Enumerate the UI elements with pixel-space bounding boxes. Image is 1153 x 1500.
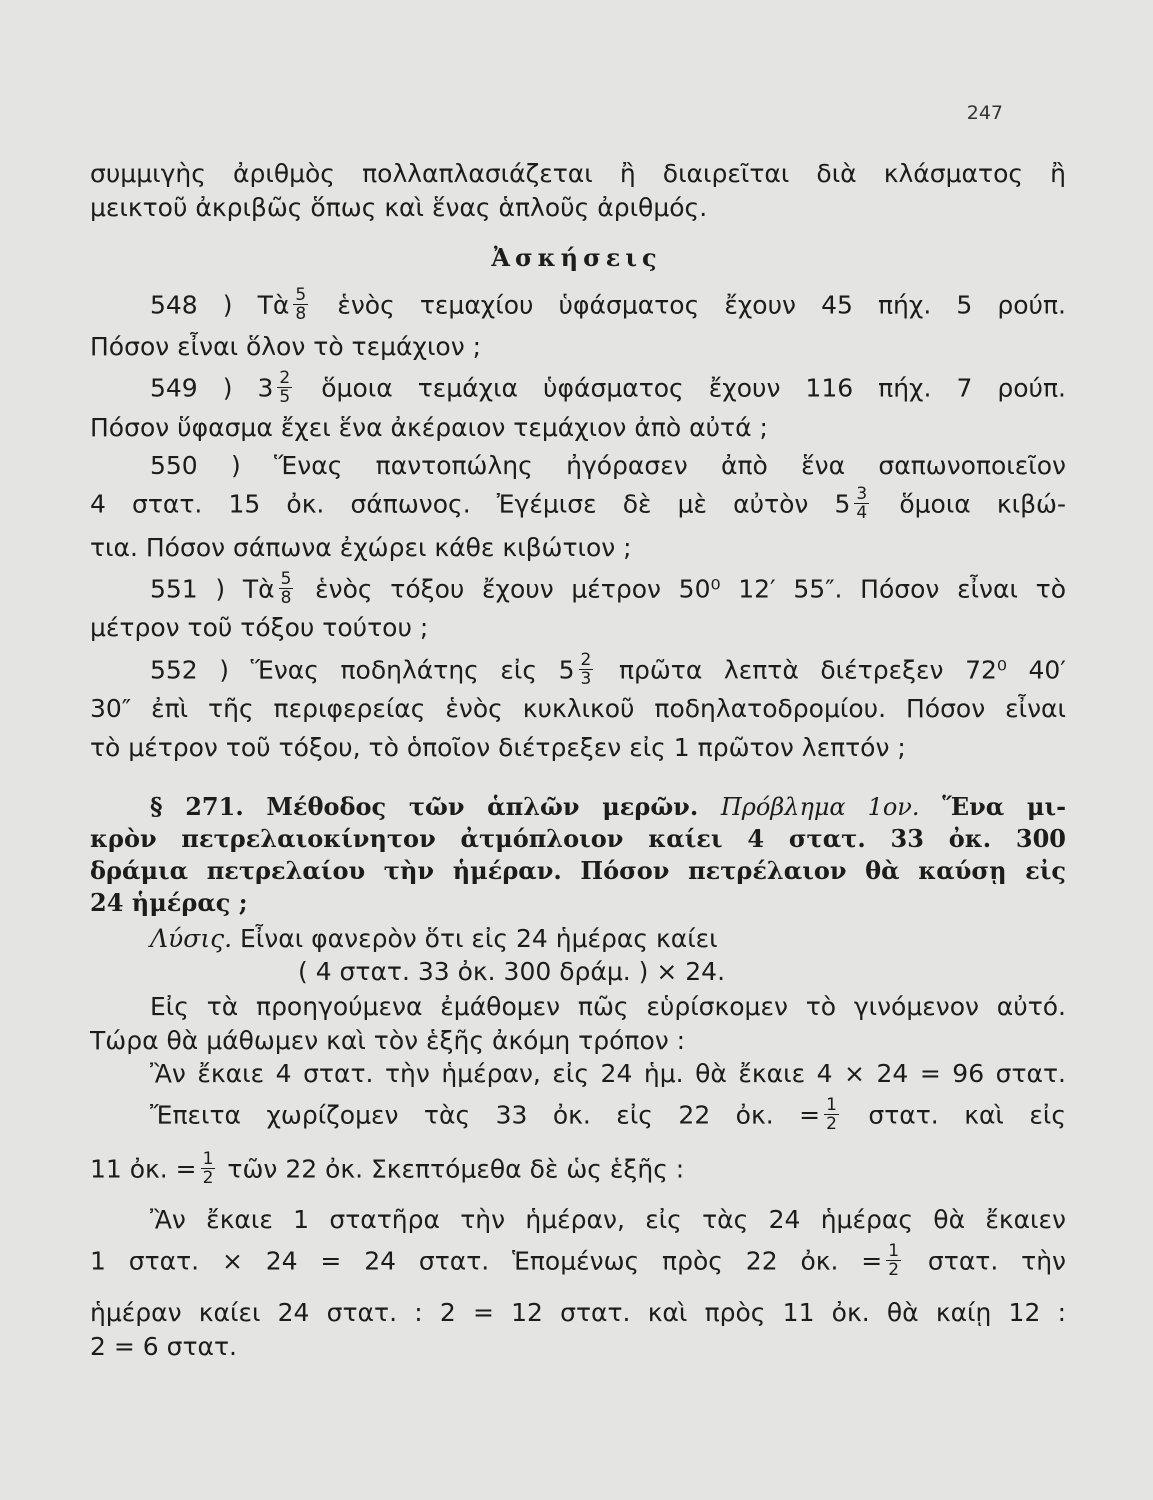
fraction-numerator: 1 xyxy=(888,1241,900,1261)
fraction-5-8 xyxy=(279,570,294,607)
fraction-numerator: 1 xyxy=(202,1149,214,1169)
solution-line-5: Ἂν ἔκαιε 4 στατ. τὴν ἡμέραν, εἰς 24 ἡμ. θὰ ἔκαιε 4 × 24 = 96 στατ. xyxy=(150,1059,1066,1088)
solution-text: Εἶναι φανερὸν ὅτι εἰς 24 ἡμέρας καίει xyxy=(240,924,718,953)
problem-line-3: δράμια πετρελαίου τὴν ἡμέραν. Πόσον πετρέλαιον θὰ καύσῃ εἰς xyxy=(90,856,1066,885)
exercise-550-line-2 xyxy=(90,484,1066,524)
fraction-1-2 xyxy=(201,1150,216,1187)
exercise-550-prefix: 4 στατ. 15 ὀκ. σάπωνος. Ἐγέμισε δὲ μὲ αὐτὸν 5 xyxy=(90,489,851,519)
fraction-1-2 xyxy=(824,1096,839,1133)
solution-line-9-prefix: 1 στατ. × 24 = 24 στατ. Ἑπομένως πρὸς 22 ὀκ. = xyxy=(90,1246,883,1276)
page-number: 247 xyxy=(966,102,1003,124)
solution-label: Λύσις. xyxy=(150,924,233,953)
fraction-numerator: 3 xyxy=(856,484,868,504)
fraction-5-8 xyxy=(293,286,308,323)
solution-line-2: ( 4 στατ. 33 ὀκ. 300 δράμ. ) × 24. xyxy=(298,957,726,986)
fraction-numerator: 5 xyxy=(280,569,292,589)
fraction-3-4 xyxy=(854,485,869,522)
exercise-548-line-2: Πόσον εἶναι ὅλον τὸ τεμάχιον ; xyxy=(90,332,482,361)
exercise-552-line-2: 30″ ἐπὶ τῆς περιφερείας ἑνὸς κυκλικοῦ ποδηλατοδρομίου. Πόσον εἶναι xyxy=(90,694,1066,723)
fraction-numerator: 2 xyxy=(580,650,592,670)
exercise-552-line-1 xyxy=(150,650,1066,690)
solution-line-4: Τώρα θὰ μάθωμεν καὶ τὸν ἑξῆς ἀκόμη τρόπον : xyxy=(90,1026,686,1055)
intro-line-2: μεικτοῦ ἀκριβῶς ὅπως καὶ ἕνας ἁπλοῦς ἀριθμός. xyxy=(90,193,708,222)
fraction-2-5 xyxy=(277,369,292,406)
solution-line-10: ἡμέραν καίει 24 στατ. : 2 = 12 στατ. καὶ πρὸς 11 ὀκ. θὰ καίῃ 12 : xyxy=(90,1298,1066,1327)
solution-line-8: Ἂν ἔκαιε 1 στατῆρα τὴν ἡμέραν, εἰς τὰς 24 ἡμέρας θὰ ἔκαιεν xyxy=(150,1205,1066,1234)
fraction-denominator: 3 xyxy=(580,669,592,689)
fraction-denominator: 2 xyxy=(826,1114,837,1134)
exercise-552-prefix: 552 ) Ἕνας ποδηλάτης εἰς 5 xyxy=(150,655,575,685)
fraction-denominator: 8 xyxy=(280,588,292,608)
fraction-numerator: 2 xyxy=(279,368,291,388)
problem-line-2: κρὸν πετρελαιοκίνητον ἀτμόπλοιον καίει 4 στατ. 33 ὀκ. 300 xyxy=(90,824,1066,853)
exercise-551-prefix: 551 ) Τὰ xyxy=(150,574,275,604)
exercise-550-line-1: 550 ) Ἕνας παντοπώλης ἠγόρασεν ἀπὸ ἕνα σαπωνοποιεῖον xyxy=(150,451,1066,480)
exercise-549-prefix: 549 ) 3 xyxy=(150,373,274,403)
section-title: § 271. Μέθοδος τῶν ἁπλῶν μερῶν. xyxy=(150,792,699,821)
fraction-denominator: 5 xyxy=(279,387,291,407)
exercise-550-line-3: τια. Πόσον σάπωνα ἐχώρει κάθε κιβώτιον ; xyxy=(90,533,632,562)
exercise-549-line-1 xyxy=(150,368,1066,408)
exercise-548-prefix: 548 ) Τὰ xyxy=(150,290,290,320)
fraction-denominator: 8 xyxy=(295,304,307,324)
fraction-2-3 xyxy=(579,651,594,688)
problem-text-start: Ἕνα μι- xyxy=(942,792,1067,821)
exercise-548-text: ἑνὸς τεμαχίου ὑφάσματος ἔχουν 45 πήχ. 5 ρούπ. xyxy=(337,290,1066,320)
solution-line-6-suffix: στατ. καὶ εἰς xyxy=(868,1100,1066,1130)
exercise-551-line-1 xyxy=(150,569,1066,609)
solution-line-7-prefix: 11 ὀκ. = xyxy=(90,1154,197,1184)
exercises-heading: Ἀσκήσεις xyxy=(491,243,662,272)
section-271-title-line xyxy=(150,790,1066,824)
fraction-denominator: 4 xyxy=(856,503,868,523)
solution-line-3: Εἰς τὰ προηγούμενα ἐμάθομεν πῶς εὑρίσκομεν τὸ γινόμενον αὐτό. xyxy=(150,992,1066,1021)
fraction-denominator: 2 xyxy=(202,1168,214,1188)
solution-line-6-prefix: Ἔπειτα χωρίζομεν τὰς 33 ὀκ. εἰς 22 ὀκ. = xyxy=(150,1100,821,1130)
exercise-549-line-2: Πόσον ὕφασμα ἔχει ἕνα ἀκέραιον τεμάχιον ἀπὸ αὐτά ; xyxy=(90,413,768,442)
solution-line-7-suffix: τῶν 22 ὀκ. Σκεπτόμεθα δὲ ὡς ἑξῆς : xyxy=(227,1154,685,1184)
exercise-552-text: πρῶτα λεπτὰ διέτρεξεν 72⁰ 40′ xyxy=(618,655,1066,685)
solution-line-9-suffix: στατ. τὴν xyxy=(927,1246,1067,1276)
intro-line-1: συμμιγὴς ἀριθμὸς πολλαπλασιάζεται ἢ διαιρεῖται διὰ κλάσματος ἢ xyxy=(90,159,1066,188)
fraction-1-2 xyxy=(886,1242,901,1279)
problem-label: Πρόβλημα 1ον. xyxy=(720,793,920,821)
solution-line-9 xyxy=(90,1241,1067,1281)
exercise-548-line-1 xyxy=(150,285,1066,325)
exercise-549-text: ὅμοια τεμάχια ὑφάσματος ἔχουν 116 πήχ. 7 ρούπ. xyxy=(321,373,1066,403)
solution-line-6 xyxy=(150,1095,1066,1135)
exercise-552-line-3: τὸ μέτρον τοῦ τόξου, τὸ ὁποῖον διέτρεξεν εἰς 1 πρῶτον λεπτόν ; xyxy=(90,733,906,762)
fraction-denominator: 2 xyxy=(888,1260,900,1280)
exercise-551-line-2: μέτρον τοῦ τόξου τούτου ; xyxy=(90,613,429,642)
exercise-551-text: ἑνὸς τόξου ἔχουν μέτρον 50⁰ 12′ 55″. Πόσον εἶναι τὸ xyxy=(315,574,1066,604)
solution-line-7 xyxy=(90,1149,1066,1189)
fraction-numerator: 1 xyxy=(826,1095,837,1115)
solution-line-11: 2 = 6 στατ. xyxy=(90,1332,237,1361)
fraction-numerator: 5 xyxy=(295,285,307,305)
exercise-550-text: ὅμοια κιβώ- xyxy=(899,489,1066,519)
problem-line-4: 24 ἡμέρας ; xyxy=(90,888,248,917)
solution-line-1 xyxy=(150,922,1066,956)
